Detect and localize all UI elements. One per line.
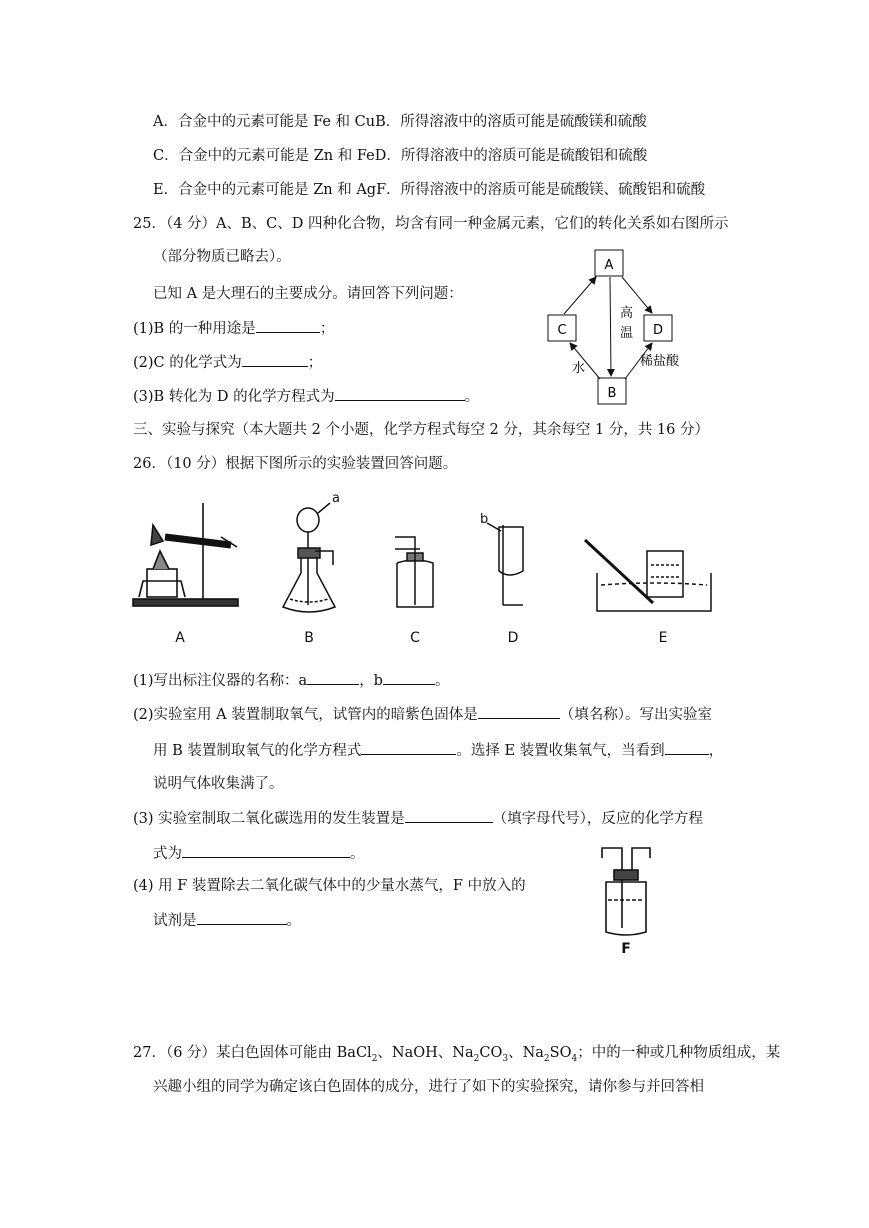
- label-a: A: [175, 630, 185, 646]
- label-e: E: [658, 630, 668, 646]
- period: 。: [286, 913, 301, 929]
- q25-stem-2: （部分物质已略去）。: [153, 249, 291, 265]
- q27-text: 、NaOH、Na: [377, 1045, 474, 1061]
- answer-blank[interactable]: [361, 740, 456, 755]
- q25-sub-2: [133, 352, 322, 373]
- q24-option-row-3: [153, 180, 705, 200]
- q26-sub-3-line-1: [133, 808, 703, 829]
- period: 。: [464, 389, 480, 405]
- q26-sub-4-line-2: [153, 910, 301, 931]
- answer-blank[interactable]: [405, 808, 493, 823]
- arrow-c-to-a: [564, 277, 596, 314]
- q26-sub-2-line-3: 说明气体收集满了。: [153, 776, 284, 792]
- q26-sub-2-text: (2)实验室用 A 装置制取氧气，试管内的暗紫色固体是: [133, 707, 478, 723]
- q27-text: SO: [549, 1045, 572, 1061]
- answer-blank[interactable]: [182, 843, 350, 858]
- answer-blank[interactable]: [335, 386, 465, 401]
- q26-sub-4-line-2-text: 试剂是: [153, 913, 197, 929]
- subscript: 2: [543, 1053, 550, 1064]
- apparatus-e: [585, 540, 711, 646]
- q25-known: 已知 A 是大理石的主要成分。请回答下列问题：: [153, 286, 463, 302]
- apparatus-d: [480, 512, 523, 646]
- semicolon: ；: [307, 355, 323, 371]
- box-c-label: C: [557, 323, 567, 338]
- q26-sub-2-tail: （填名称）。写出实验室: [559, 707, 712, 723]
- subscript: 3: [502, 1053, 509, 1064]
- subscript: 2: [473, 1053, 480, 1064]
- q26-sub-2-line-2: [153, 740, 723, 761]
- q25-sub-1-text: (1)B 的一种用途是: [133, 321, 256, 337]
- q24-option-f: F．所得溶液中的溶质可能是硫酸镁、硫酸铝和硫酸: [376, 182, 706, 198]
- arrow-a-to-b: [610, 277, 611, 376]
- q24-option-d: D．所得溶液中的溶质可能是硫酸铝和硫酸: [374, 148, 648, 164]
- q26-sub-1-text: (1)写出标注仪器的名称：a: [133, 673, 308, 689]
- apparatus-b: [283, 491, 340, 646]
- box-b-label: B: [607, 386, 617, 401]
- answer-blank[interactable]: [478, 704, 560, 719]
- label-b: B: [304, 630, 314, 646]
- answer-blank[interactable]: [665, 740, 709, 755]
- q26-sub-2-line-1: [133, 704, 712, 725]
- box-d-label: D: [652, 323, 664, 338]
- q26-sub-3-line-2: [153, 843, 365, 864]
- q26-sub-2-line-2-text: 用 B 装置制取氧气的化学方程式: [153, 743, 362, 759]
- q27-text: 27．（6 分）某白色固体可能由 BaCl: [133, 1045, 372, 1061]
- q25-sub-3: [133, 386, 479, 407]
- answer-blank-a[interactable]: [307, 670, 359, 685]
- q25-stem: 25．（4 分）A、B、C、D 四种化合物，均含有同一种金属元素，它们的转化关系如右图所示: [133, 216, 729, 232]
- q26-sub-3-line-2-text: 式为: [153, 846, 182, 862]
- q26-sub-2-line-2-mid: 。选择 E 装置收集氧气，当看到: [456, 743, 665, 759]
- q24-option-e: E．合金中的元素可能是 Zn 和 Ag: [153, 182, 377, 198]
- label-f: F: [621, 941, 631, 957]
- answer-blank[interactable]: [256, 318, 320, 333]
- subscript: 4: [571, 1053, 578, 1064]
- condition-high: 高: [620, 306, 634, 321]
- q25-sub-3-text: (3)B 转化为 D 的化学方程式为: [133, 389, 335, 405]
- q27-text: ；中的一种或几种物质组成，某: [577, 1045, 781, 1061]
- q24-option-row-1: [153, 112, 647, 132]
- q26-sub-3-text: (3) 实验室制取二氧化碳选用的发生装置是: [133, 811, 405, 827]
- answer-blank-b[interactable]: [383, 670, 435, 685]
- q26-sub-1: [133, 670, 449, 691]
- label-small-b: b: [480, 512, 489, 527]
- q27-text: CO: [479, 1045, 503, 1061]
- period: 。: [350, 846, 365, 862]
- label-c: C: [410, 630, 420, 646]
- semicolon: ；: [319, 321, 335, 337]
- apparatus-f: [588, 840, 668, 960]
- subscript: 2: [371, 1053, 378, 1064]
- q24-option-c: C．合金中的元素可能是 Zn 和 Fe: [153, 148, 375, 164]
- q27-line-1: [133, 1043, 780, 1069]
- section-3-heading: 三、实验与探究（本大题共 2 个小题，化学方程式每空 2 分，其余每空 1 分，共 16 分）: [133, 422, 709, 438]
- apparatus-c: [395, 537, 433, 646]
- q24-option-row-2: [153, 146, 647, 166]
- apparatus-figure: [125, 485, 745, 650]
- period: 。: [434, 673, 450, 689]
- q25-sub-2-text: (2)C 的化学式为: [133, 355, 242, 371]
- label-small-a: a: [332, 491, 340, 506]
- q27-text: 、Na: [508, 1045, 544, 1061]
- reagent-water: 水: [572, 361, 586, 376]
- q25-sub-1: [133, 318, 334, 339]
- comma: ，: [708, 743, 724, 759]
- q24-option-a: A．合金中的元素可能是 Fe 和 Cu: [153, 114, 376, 130]
- box-a-label: A: [604, 258, 614, 273]
- apparatus-a: [133, 503, 238, 646]
- transformation-diagram: [540, 245, 690, 410]
- q26-sub-1-mid: ，b: [359, 673, 383, 689]
- reagent-acid: 稀盐酸: [640, 354, 680, 369]
- answer-blank[interactable]: [242, 352, 308, 367]
- q26-sub-4-line-1: (4) 用 F 装置除去二氧化碳气体中的少量水蒸气，F 中放入的: [133, 878, 526, 894]
- q27-line-2: 兴趣小组的同学为确定该白色固体的成分，进行了如下的实验探究，请你参与并回答相: [153, 1079, 704, 1095]
- q24-option-b: B．所得溶液中的溶质可能是硫酸镁和硫酸: [375, 114, 647, 130]
- condition-temp: 温: [620, 326, 634, 341]
- answer-blank[interactable]: [197, 910, 287, 925]
- q26-sub-3-tail: （填字母代号），反应的化学方程: [492, 811, 703, 827]
- q26-stem: 26．（10 分）根据下图所示的实验装置回答问题。: [133, 456, 458, 472]
- label-d: D: [507, 630, 519, 646]
